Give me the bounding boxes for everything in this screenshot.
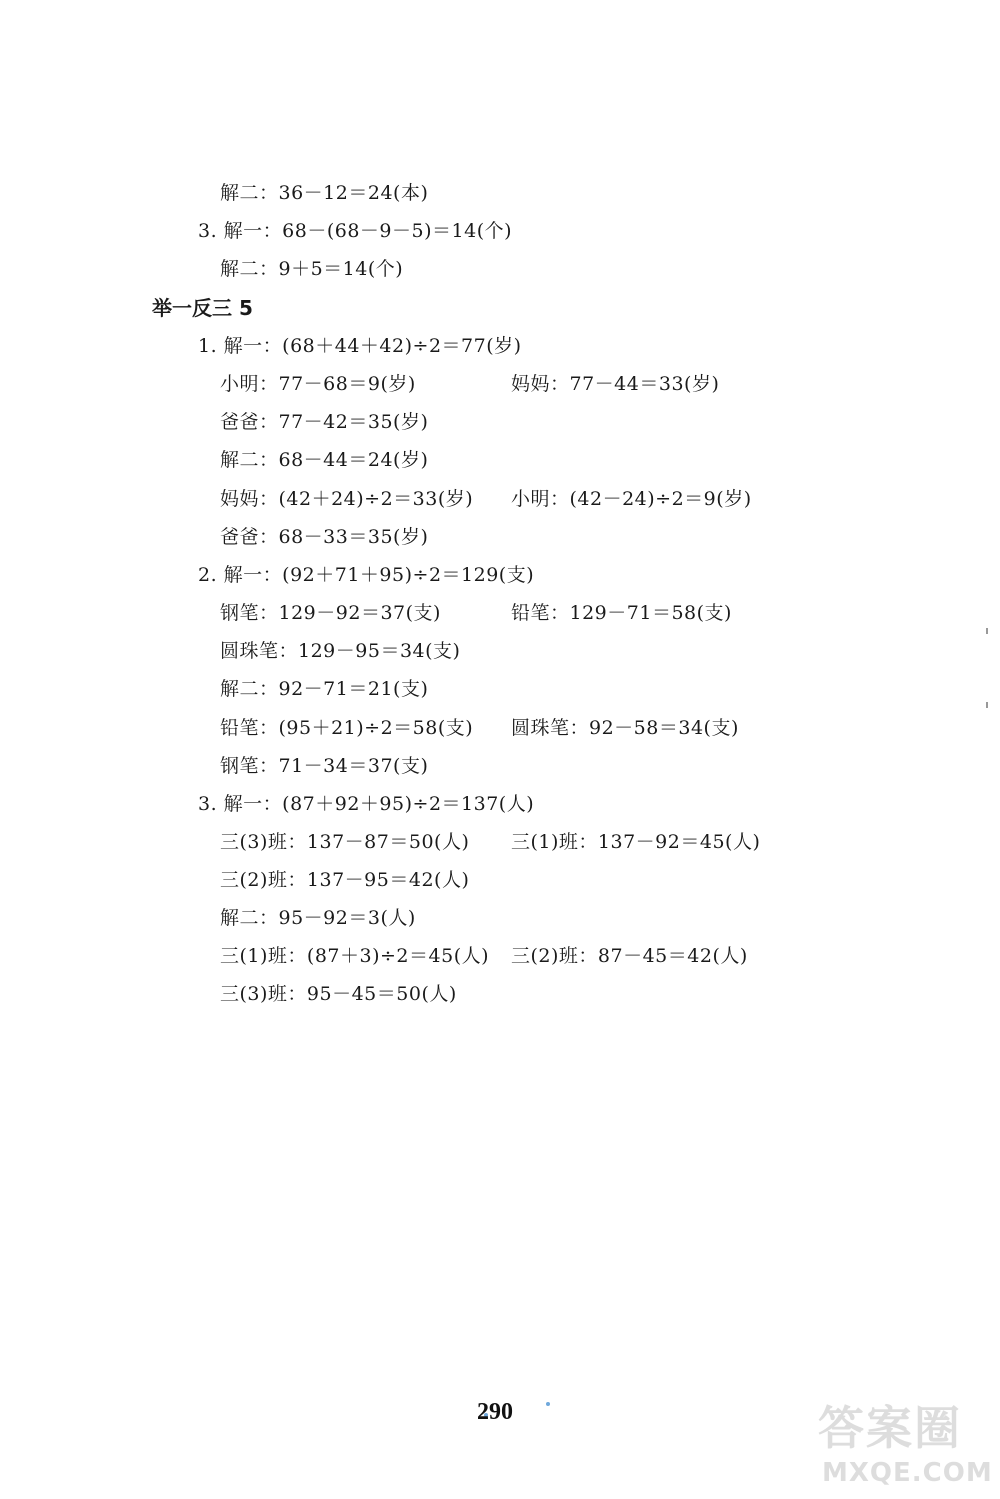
answer-line: 圆珠笔：129－95＝34(支) — [220, 640, 461, 662]
answer-line: 解二：92－71＝21(支) — [220, 678, 429, 700]
watermark-url: MXQE.COM — [822, 1458, 993, 1488]
answer-line: 3. 解一：(87＋92＋95)÷2＝137(人) — [198, 793, 535, 815]
answer-line: 三(2)班：137－95＝42(人) — [220, 869, 470, 891]
answer-line: 解二：36－12＝24(本) — [220, 182, 429, 204]
scan-mark — [986, 628, 988, 634]
answer-line: 三(1)班：(87＋3)÷2＝45(人) — [220, 945, 490, 967]
answer-line: 1. 解一：(68＋44＋42)÷2＝77(岁) — [198, 335, 522, 357]
answer-line: 解二：9＋5＝14(个) — [220, 258, 404, 280]
scan-mark — [986, 702, 988, 708]
answer-line: 三(1)班：137－92＝45(人) — [511, 831, 761, 853]
answer-line: 爸爸：77－42＝35(岁) — [220, 411, 429, 433]
answer-line: 三(2)班：87－45＝42(人) — [511, 945, 748, 967]
watermark-text: 答案圈 — [818, 1401, 962, 1455]
answer-line: 妈妈：77－44＝33(岁) — [511, 373, 720, 395]
answer-line: 2. 解一：(92＋71＋95)÷2＝129(支) — [198, 564, 535, 586]
answer-line: 妈妈：(42＋24)÷2＝33(岁) — [220, 488, 474, 510]
answer-line: 三(3)班：137－87＝50(人) — [220, 831, 470, 853]
answer-line: 小明：(42－24)÷2＝9(岁) — [511, 488, 752, 510]
answer-line: 圆珠笔：92－58＝34(支) — [511, 717, 739, 739]
page-number-dot-right — [546, 1402, 550, 1406]
page-number: 290 — [477, 1399, 513, 1425]
answer-line: 三(3)班：95－45＝50(人) — [220, 983, 457, 1005]
answer-line: 3. 解一：68－(68－9－5)＝14(个) — [198, 220, 513, 242]
answer-line: 小明：77－68＝9(岁) — [220, 373, 416, 395]
answer-line: 铅笔：129－71＝58(支) — [511, 602, 732, 624]
answer-line: 解二：68－44＝24(岁) — [220, 449, 429, 471]
answer-line: 铅笔：(95＋21)÷2＝58(支) — [220, 717, 474, 739]
section-heading: 举一反三 5 — [152, 296, 253, 320]
answer-line: 爸爸：68－33＝35(岁) — [220, 526, 429, 548]
answer-line: 解二：95－92＝3(人) — [220, 907, 416, 929]
watermark-logo — [818, 1401, 993, 1494]
answer-line: 钢笔：129－92＝37(支) — [220, 602, 441, 624]
answer-line: 钢笔：71－34＝37(支) — [220, 755, 429, 777]
